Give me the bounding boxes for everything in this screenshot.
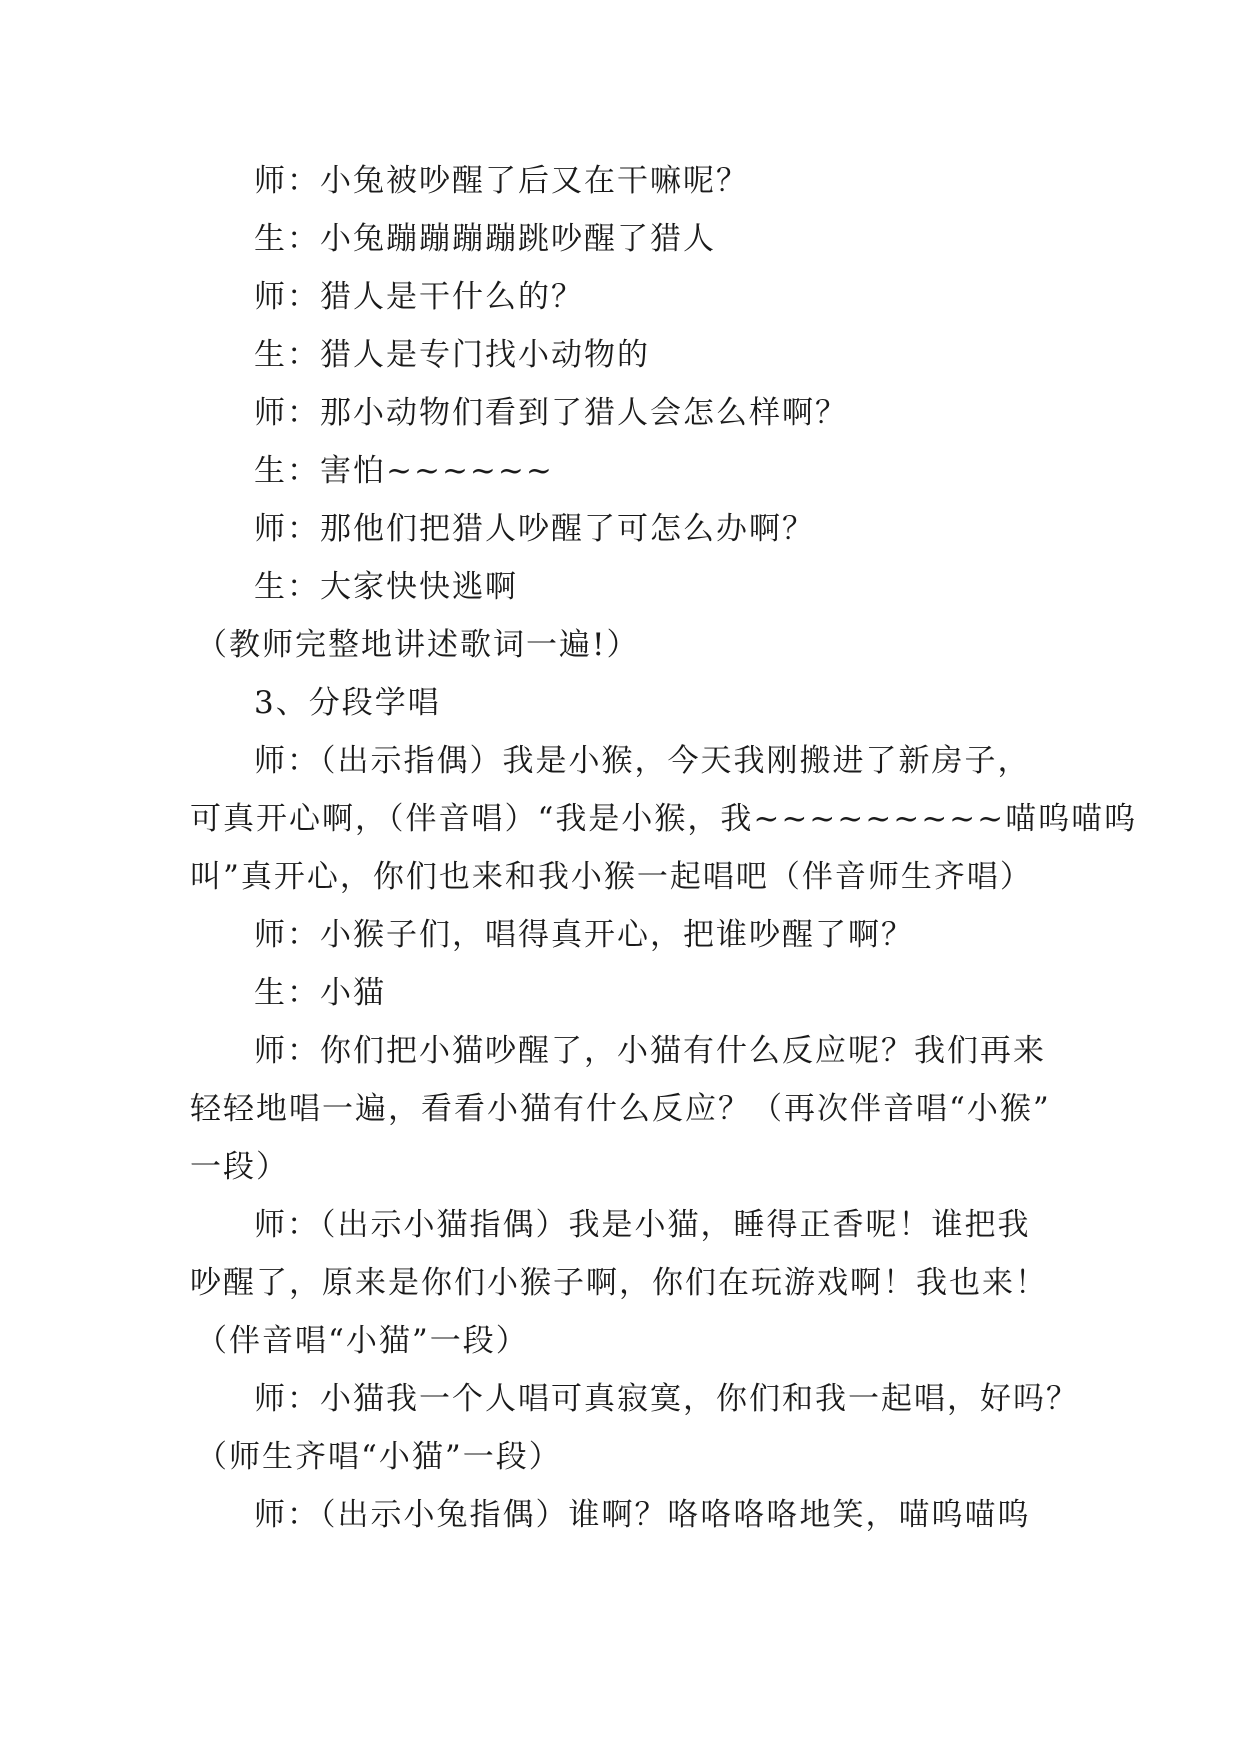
text-line: 师：（出示小猫指偶）我是小猫，睡得正香呢！谁把我 [254,1207,1031,1243]
text-line: 师：（出示小兔指偶）谁啊？咯咯咯咯地笑，喵呜喵呜 [254,1497,1031,1533]
text-line: 生：大家快快逃啊 [254,569,518,605]
text-line: 师：你们把小猫吵醒了，小猫有什么反应呢？我们再来 [254,1033,1046,1069]
text-line: 生：猎人是专门找小动物的 [254,337,650,373]
text-line: 师：小猴子们，唱得真开心，把谁吵醒了啊？ [254,917,914,953]
text-line: 师：小猫我一个人唱可真寂寞，你们和我一起唱，好吗？ [254,1381,1079,1417]
text-line: 轻轻地唱一遍，看看小猫有什么反应？（再次伴音唱“小猴” [190,1091,1051,1127]
text-line: 吵醒了，原来是你们小猴子啊，你们在玩游戏啊！我也来！ [190,1265,1048,1301]
text-line: （教师完整地讲述歌词一遍!） [196,627,640,663]
text-line: 生：害怕~~~~~~ [254,453,554,489]
section-heading: 3、分段学唱 [254,685,441,721]
text-line: （伴音唱“小猫”一段） [196,1323,529,1359]
text-line: 生：小猫 [254,975,386,1011]
text-line: 叫”真开心，你们也来和我小猴一起唱吧（伴音师生齐唱） [190,859,1033,895]
text-line: 师：那小动物们看到了猎人会怎么样啊？ [254,395,848,431]
text-line: 一段） [190,1149,289,1185]
document-body [190,152,1138,1544]
text-line: 可真开心啊，（伴音唱）“我是小猴，我~~~~~~~~~喵呜喵呜 [190,801,1138,837]
text-line: （师生齐唱“小猫”一段） [196,1439,562,1475]
text-line: 师：那他们把猎人吵醒了可怎么办啊？ [254,511,815,547]
text-line: 生：小兔蹦蹦蹦蹦跳吵醒了猎人 [254,221,716,257]
text-line: 师：（出示指偶）我是小猴，今天我刚搬进了新房子， [254,743,1031,779]
text-line: 师：小兔被吵醒了后又在干嘛呢？ [254,163,749,199]
text-line: 师：猎人是干什么的？ [254,279,584,315]
